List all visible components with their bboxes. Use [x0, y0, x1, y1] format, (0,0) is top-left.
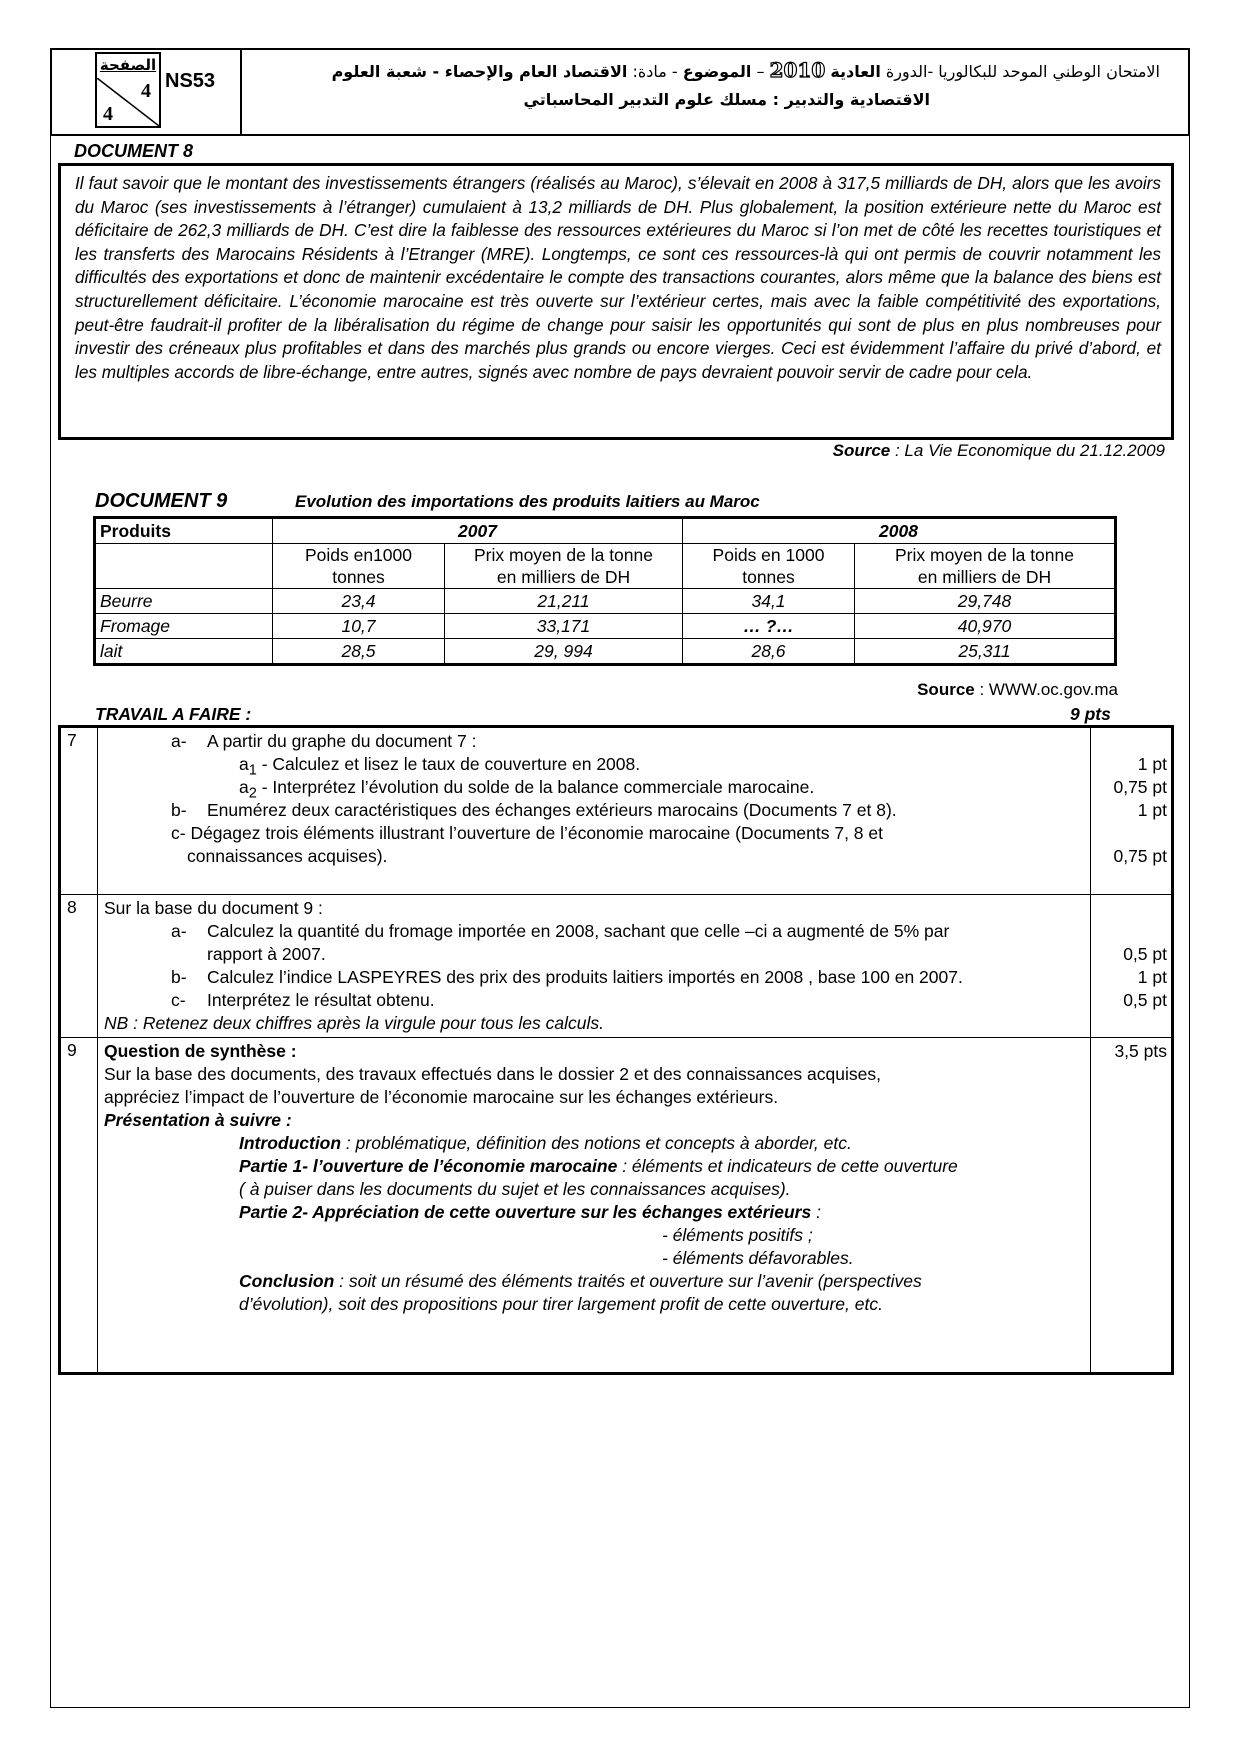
question-8-body: Sur la base du document 9 : a- Calculez la quantité du fromage importée en 2008, sachant que celle –ci a augmenté de 5% par rapport à 2007. b- Calculez l’indice LASPEYRES des prix des produits laitiers importés en 2008 , base 100 en 2007. c- Interprétez le résultat obtenu. NB : Retenez deux chiffres après la virgule pour tous les calculs. — [98, 895, 1091, 1038]
col-price-2007: Prix moyen de la tonne en milliers de DH — [445, 544, 683, 589]
document-8-text: Il faut savoir que le montant des investissements étrangers (réalisés au Maroc), s’élevait en 2008 à 317,5 milliards de DH, alors que les avoirs du Maroc (ses investissements à l’étranger) cumulaient à 13,2 milliards de DH. Plus globalement, la position extérieure nette du Maroc est déficitaire de 262,3 milliards de DH. C’est dire la faiblesse des ressources extérieures du Maroc si l’on met de côté les recettes touristiques et les transferts des Marocains Résidents à l’Etranger (MRE). Longtemps, ce sont ces ressources-là qui ont permis de couvrir notamment les difficultés des exportations et donc de maintenir excédentaire le compte des transactions courantes, alors même que la balance des biens est structurellement déficitaire. L’économie marocaine est très ouverte sur l’extérieur certes, mais avec la faible compétitivité des exportations, peut-être faudrait-il profiter de la libéralisation du régime de change pour saisir les opportunités qui sont de plus en plus nombreuses pour investir des créneaux plus profitables et dans des marchés plus grands ou encore vierges. Ceci est évidemment l’affaire du privé d’abord, et les multiples accords de libre-échange, entre autres, signés avec nombre de pays devraient pouvoir servir de cadre pour cela. — [75, 173, 1161, 382]
cell-weight-2007: 28,5 — [273, 639, 445, 665]
question-7-points: 1 pt 0,75 pt 1 pt 0,75 pt — [1091, 727, 1173, 895]
question-8-row — [60, 895, 1173, 1038]
cell-price-2007: 21,211 — [445, 589, 683, 614]
col-weight-2007: Poids en1000 tonnes — [273, 544, 445, 589]
question-9-row — [60, 1038, 1173, 1374]
document-8-title: DOCUMENT 8 — [74, 141, 194, 161]
cell-price-2007: 33,171 — [445, 614, 683, 639]
question-number: 7 — [60, 727, 98, 895]
col-weight-2008: Poids en 1000 tonnes — [683, 544, 855, 589]
document-8-source: Source : La Vie Economique du 21.12.2009 — [832, 441, 1165, 460]
empty-cell — [95, 544, 273, 589]
row-product: lait — [95, 639, 273, 665]
table-row — [95, 589, 1116, 614]
col-year-2008: 2008 — [683, 518, 1116, 544]
page-current: 4 — [141, 80, 151, 102]
table-row — [95, 639, 1116, 665]
dairy-imports-table — [93, 516, 1117, 666]
table-row — [95, 614, 1116, 639]
cell-price-2008: 29,748 — [855, 589, 1116, 614]
col-year-2007: 2007 — [273, 518, 683, 544]
question-7-body: a- A partir du graphe du document 7 : $a_1$ - Calculez et lisez le taux de couverture en 2008. $a_2$ - Interprétez l’évolution du solde de la balance commerciale marocaine. b- Enumérez deux caractéristiques des échanges extérieurs marocains (Documents 7 et 8). c- Dégagez trois éléments illustrant l’ouverture de l’économie marocaine (Documents 7, 8 et connaissances acquises). — [98, 727, 1091, 895]
question-number: 8 — [60, 895, 98, 1038]
header-title-line2: الاقتصادية والتدبير : مسلك علوم التدبير المحاسباتي — [523, 90, 930, 109]
row-product: Beurre — [95, 589, 273, 614]
cell-weight-2007: 23,4 — [273, 589, 445, 614]
page-total: 4 — [103, 103, 113, 125]
document-8-box — [58, 163, 1174, 440]
page-label: الصفحة — [99, 56, 157, 74]
exam-code: NS53 — [165, 70, 216, 92]
cell-price-2007: 29, 994 — [445, 639, 683, 665]
row-product: Fromage — [95, 614, 273, 639]
page-number-box — [95, 52, 161, 128]
cell-price-2008: 25,311 — [855, 639, 1116, 665]
question-9-body: Question de synthèse : Sur la base des documents, des travaux effectués dans le dossier 2 et des connaissances acquises, appréciez l’impact de l’ouverture de l’économie marocaine sur les échanges extérieurs. Présentation à suivre : Introduction : problématique, définition des notions et concepts à aborder, etc. Partie 1- l’ouverture de l’économie marocaine : éléments et indicateurs de cette ouverture ( à puiser dans les documents du sujet et les connaissances acquises). Partie 2- Appréciation de cette ouverture sur les échanges extérieurs : - éléments positifs ; - éléments défavorables. Conclusion : soit un résumé des éléments traités et ouverture sur l’avenir (perspectives d’évolution), soit des propositions pour tirer largement profit de cette ouverture, etc. — [98, 1038, 1091, 1374]
document-9-title: DOCUMENT 9 — [95, 490, 228, 512]
cell-weight-2008: 34,1 — [683, 589, 855, 614]
work-total-points: 9 pts — [1070, 704, 1111, 724]
cell-weight-2008: 28,6 — [683, 639, 855, 665]
question-9-points: 3,5 pts — [1091, 1038, 1173, 1374]
questions-table — [58, 725, 1174, 1375]
cell-price-2008: 40,970 — [855, 614, 1116, 639]
document-9-subtitle: Evolution des importations des produits laitiers au Maroc — [295, 492, 760, 511]
header-title-line1: الامتحان الوطني الموحد للبكالوريا -الدورة العادية 2010 – الموضوع - مادة: الاقتصاد العام والإحصاء - شعبة العلوم — [331, 58, 1160, 82]
question-number: 9 — [60, 1038, 98, 1374]
header-divider — [240, 50, 242, 134]
document-9-source: Source : WWW.oc.gov.ma — [917, 680, 1118, 699]
table-header-row — [95, 518, 1116, 544]
col-products: Produits — [95, 518, 273, 544]
cell-weight-2007: 10,7 — [273, 614, 445, 639]
cell-weight-2008: … ?… — [683, 614, 855, 639]
table-subheader-row — [95, 544, 1116, 589]
work-to-do-title: TRAVAIL A FAIRE : — [95, 704, 252, 724]
question-7-row — [60, 727, 1173, 895]
col-price-2008: Prix moyen de la tonne en milliers de DH — [855, 544, 1116, 589]
question-8-points: 0,5 pt 1 pt 0,5 pt — [1091, 895, 1173, 1038]
